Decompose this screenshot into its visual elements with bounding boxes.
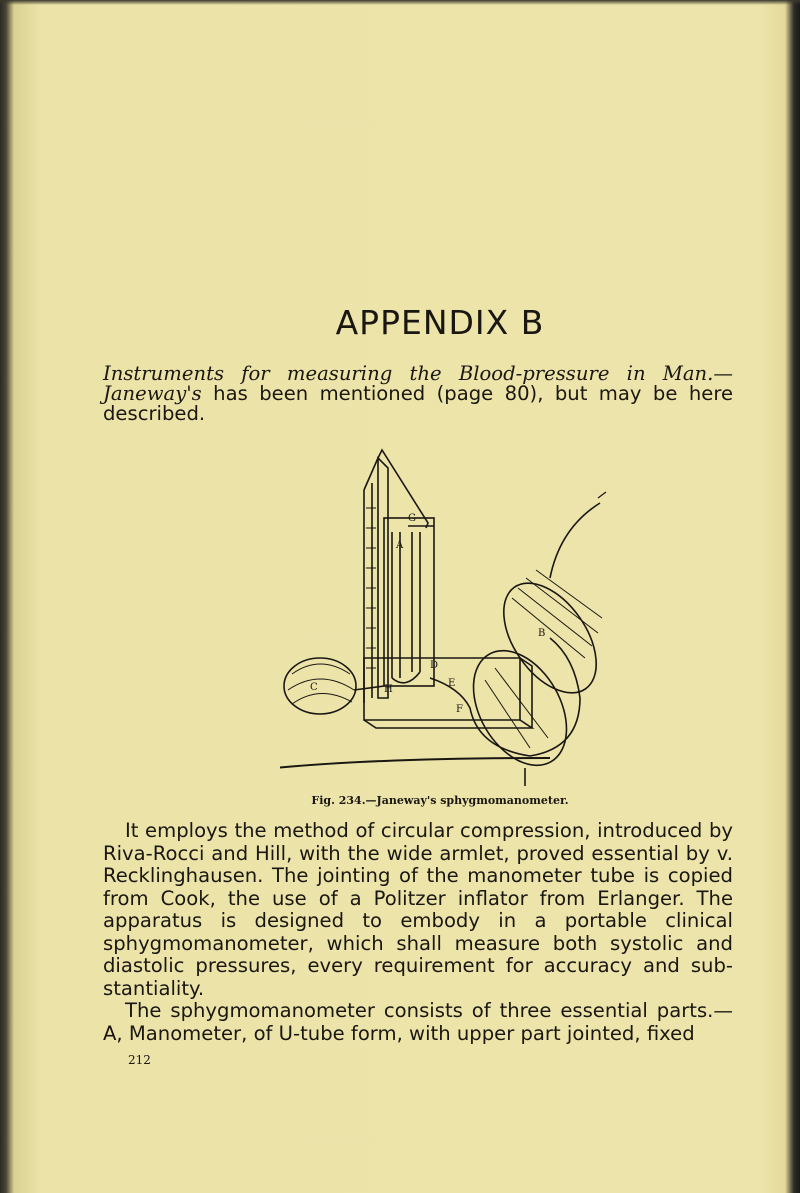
intro-paragraph xyxy=(103,364,733,424)
paragraph-1: It employs the method of circular compression, introduced by Riva-Rocci and Hill, with the wide armlet, proved essential by v. Recklinghausen. The jointing of the manometer tube is copied from Cook, the use of a Politzer inflator from Erlanger. The apparatus is designed to embody in a portable clinical sphygmomanometer, which shall measure both systolic and diastolic pressures, every requirement for accuracy and sub-stantiality. xyxy=(103,819,733,1000)
lid-panel xyxy=(378,458,388,698)
rubber-tubing xyxy=(430,638,580,756)
label-b: B xyxy=(538,628,546,639)
appendix-heading: APPENDIX B xyxy=(335,303,545,342)
paragraph-2: The sphygmomanometer consists of three essential parts.— A, Manometer, of U-tube form, with upper part jointed, fixed xyxy=(103,999,733,1045)
page-top-edge xyxy=(0,0,800,5)
intro-rest: has been mentioned (page 80), but may be here described. xyxy=(103,382,733,425)
intro-janeway: Janeway's xyxy=(103,382,202,405)
intro-title-line: Instruments for measuring the Blood-pressure in Man.— xyxy=(103,362,733,385)
label-f: F xyxy=(456,704,463,715)
figure-caption: Fig. 234.—Janeway's sphygmomanometer. xyxy=(311,794,569,807)
page-number: 212 xyxy=(128,1053,151,1067)
inflator-b xyxy=(485,567,610,710)
label-h: H xyxy=(384,684,393,695)
sphygmomanometer-figure xyxy=(280,428,610,786)
u-tube xyxy=(392,532,420,678)
label-c: C xyxy=(310,682,318,693)
label-a: A xyxy=(396,540,404,551)
label-d: D xyxy=(430,660,439,671)
label-e: E xyxy=(448,678,456,689)
label-g: G xyxy=(408,513,416,524)
body-text xyxy=(103,820,733,1045)
